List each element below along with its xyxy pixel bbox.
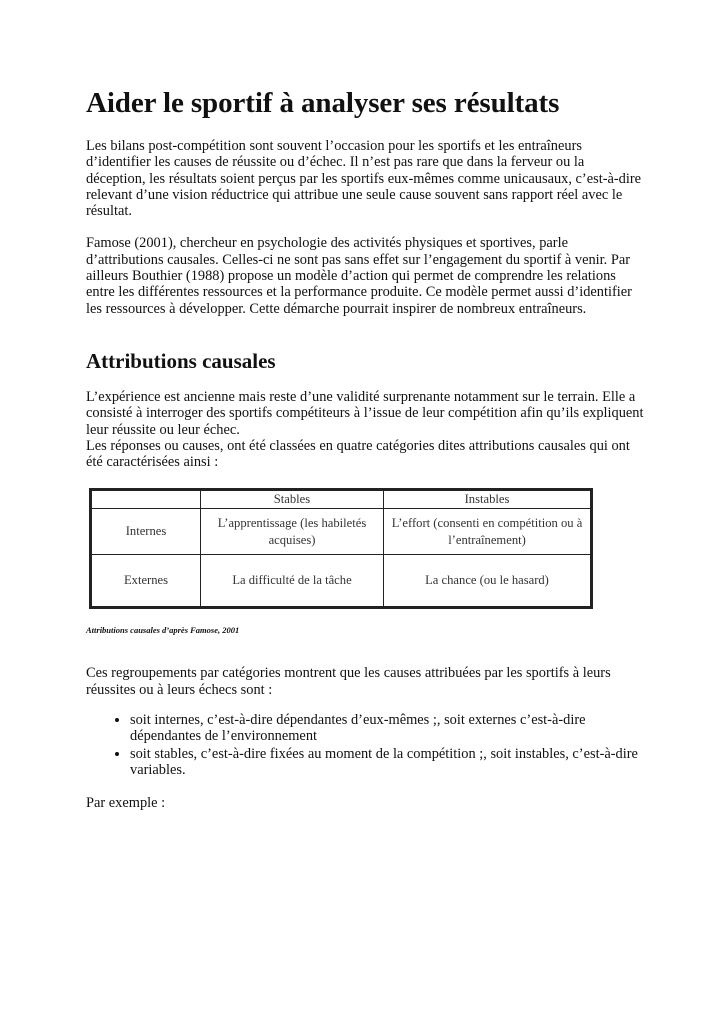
row-label-internes: Internes: [91, 509, 201, 555]
cell-externes-instables: La chance (ou le hasard): [384, 555, 592, 608]
list-item: • soit stables, c’est-à-dire fixées au moment de la compétition ;, soit instables, c’est-à-dire variables.: [130, 746, 646, 779]
section-paragraph-1: L’expérience est ancienne mais reste d’une validité surprenante notamment sur le terrain. Elle a consisté à interroger des sportifs compétiteurs à l’issue de leur compétition afin qu’ils expliquent leur réussite ou leur échec.: [86, 388, 644, 438]
intro-paragraph-1: Les bilans post-compétition sont souvent l’occasion pour les sportifs et les entraîneurs d’identifier les causes de réussite ou d’échec. Il n’est pas rare que dans la ferveur ou la déception, les résultats soient perçus par les sportifs eux-mêmes comme unicausaux, c’est-à-dire relevant d’une vision réductrice qui attribue une seule cause souvent sans rapport réel avec le résultat.: [86, 138, 642, 220]
table-header-stables: Stables: [201, 490, 384, 509]
row-label-externes: Externes: [91, 555, 201, 608]
table-row: [91, 509, 592, 555]
table-row: [91, 555, 592, 608]
section-paragraph-2: Les réponses ou causes, ont été classées en quatre catégories dites attributions causales qui ont été caractérisées ainsi :: [86, 437, 630, 471]
cell-externes-stables: La difficulté de la tâche: [201, 555, 384, 608]
cell-internes-stables: L’apprentissage (les habiletés acquises): [201, 509, 384, 555]
table-header-instables: Instables: [384, 490, 592, 509]
table-corner-cell: [91, 490, 201, 509]
document-page: [86, 84, 646, 812]
list-item: • soit internes, c’est-à-dire dépendantes d’eux-mêmes ;, soit externes c’est-à-dire dépendantes de l’environnement: [130, 712, 646, 745]
closing-text: Par exemple :: [86, 795, 166, 812]
after-table-paragraph: Ces regroupements par catégories montrent que les causes attribuées par les sportifs à leurs réussites ou à leurs échecs sont :: [86, 665, 611, 698]
attributions-table-wrapper: [89, 488, 593, 609]
intro-paragraph-2: Famose (2001), chercheur en psychologie des activités physiques et sportives, parle d’attributions causales. Celles-ci ne sont pas sans effet sur l’engagement du sportif à venir. Par ailleurs Bouthier (1988) propose un modèle d’action qui permet de comprendre les relations entre les différentes ressources et la performance produite. Ce modèle permet aussi d’identifier les ressources à développer. Cette démarche pourrait inspirer de nombreux entraîneurs.: [86, 235, 632, 317]
cell-internes-instables: L’effort (consenti en compétition ou à l’entraînement): [384, 509, 592, 555]
attributions-table: [89, 488, 593, 609]
section-heading: Attributions causales: [86, 348, 276, 373]
page-title: Aider le sportif à analyser ses résultats: [86, 87, 560, 119]
bullet-list: [86, 712, 646, 778]
table-caption: Attributions causales d’après Famose, 2001: [86, 625, 240, 636]
table-header-row: [91, 490, 592, 509]
